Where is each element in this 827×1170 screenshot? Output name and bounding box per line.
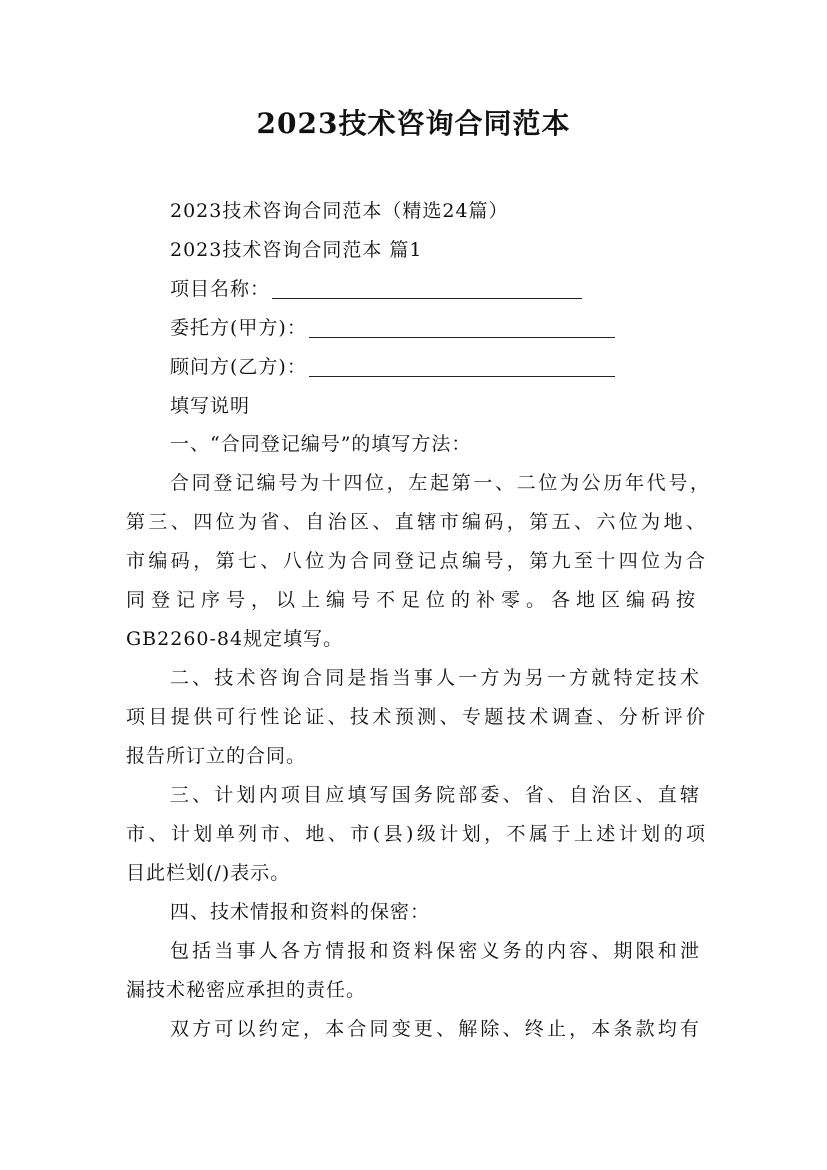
section-1-line-2: 第三、四位为省、自治区、直辖市编码，第五、六位为地、	[126, 511, 706, 533]
fill-instructions-heading: 填写说明	[170, 395, 251, 417]
section-1-line-5: GB2260-84规定填写。	[126, 628, 344, 650]
section-4-line-3: 双方可以约定，本合同变更、解除、终止，本条款均有	[170, 1018, 700, 1040]
project-name-label: 项目名称：	[170, 278, 271, 300]
section-3-line-2: 市、计划单列市、地、市(县)级计划，不属于上述计划的项	[126, 823, 706, 845]
client-row	[170, 313, 710, 343]
consultant-row	[170, 352, 710, 382]
section-4-heading: 四、技术情报和资料的保密：	[170, 901, 431, 923]
project-name-row	[170, 274, 710, 304]
page-title: 2023技术咨询合同范本	[256, 107, 571, 140]
section-3-line-3: 目此栏划(/)表示。	[126, 862, 291, 884]
section-2-line-2: 项目提供可行性论证、技术预测、专题技术调查、分析评价	[126, 706, 706, 728]
section-3-line-1: 三、计划内项目应填写国务院部委、省、自治区、直辖	[170, 784, 700, 806]
subtitle: 2023技术咨询合同范本（精选24篇）	[170, 200, 509, 222]
project-name-blank	[272, 276, 582, 299]
section-1-line-1: 合同登记编号为十四位，左起第一、二位为公历年代号，	[170, 472, 710, 494]
part-heading: 2023技术咨询合同范本 篇1	[170, 239, 423, 261]
section-4-line-1: 包括当事人各方情报和资料保密义务的内容、期限和泄	[170, 940, 700, 962]
consultant-blank	[309, 354, 615, 377]
section-2-line-3: 报告所订立的合同。	[126, 745, 307, 767]
section-1-heading: 一、“合同登记编号”的填写方法：	[170, 433, 472, 455]
section-1-line-3: 市编码，第七、八位为合同登记点编号，第九至十四位为合	[126, 550, 706, 572]
section-1-line-4: 同登记序号，以上编号不足位的补零。各地区编码按	[126, 589, 696, 611]
section-4-line-2: 漏技术秘密应承担的责任。	[126, 979, 367, 1001]
client-label: 委托方(甲方)：	[170, 317, 307, 339]
client-blank	[309, 315, 615, 338]
consultant-label: 顾问方(乙方)：	[170, 356, 307, 378]
section-2-line-1: 二、技术咨询合同是指当事人一方为另一方就特定技术	[170, 667, 700, 689]
